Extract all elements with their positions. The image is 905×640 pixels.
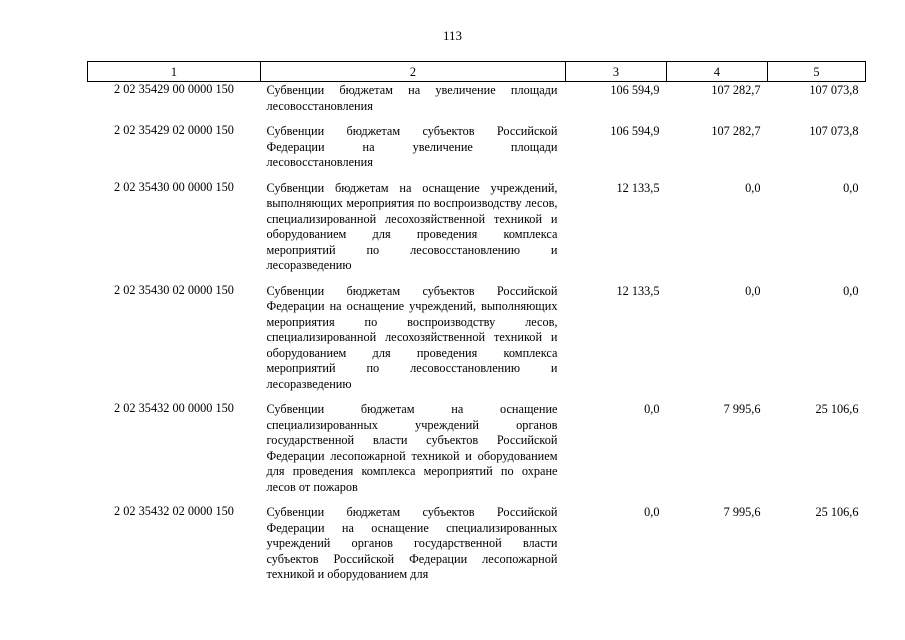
value-col-5: 107 073,8 xyxy=(809,124,859,138)
header-col-1: 1 xyxy=(88,62,261,82)
value-col-4: 7 995,6 xyxy=(723,505,761,519)
table-row xyxy=(88,401,866,504)
header-col-5: 5 xyxy=(768,62,866,82)
table-row xyxy=(88,123,866,180)
budget-code: 2 02 35430 02 0000 150 xyxy=(114,282,234,297)
header-col-3: 3 xyxy=(566,62,667,82)
value-col-3: 12 133,5 xyxy=(616,283,660,298)
value-col-3: 0,0 xyxy=(644,505,660,519)
value-col-5: 107 073,8 xyxy=(809,83,859,97)
budget-code: 2 02 35430 00 0000 150 xyxy=(114,179,234,194)
value-col-3: 106 594,9 xyxy=(610,124,660,138)
budget-item-name: Субвенции бюджетам на оснащение специализированных учреждений органов государственной власти субъектов Российской Федерации лесопожарной техникой и оборудованием для проведения комплекса мероприятий по охране лесов от пожаров xyxy=(266,402,558,494)
header-col-2: 2 xyxy=(261,62,566,82)
budget-item-name: Субвенции бюджетам субъектов Российской Федерации на оснащение учреждений, выполняющих мероприятия по воспроизводству лесов, специализированной лесохозяйственной техникой и оборудованием для проведения комплекса мероприятий по лесовосстановлению и лесоразведению xyxy=(266,283,558,391)
value-col-3: 0,0 xyxy=(644,402,660,416)
value-col-3: 12 133,5 xyxy=(616,180,660,195)
table-row xyxy=(88,180,866,283)
budget-code: 2 02 35429 02 0000 150 xyxy=(114,123,234,137)
value-col-4: 0,0 xyxy=(745,283,761,298)
table-header-row xyxy=(88,62,866,82)
budget-code: 2 02 35432 00 0000 150 xyxy=(114,401,234,415)
page-number: 113 xyxy=(442,28,463,43)
header-col-4: 4 xyxy=(667,62,768,82)
value-col-4: 107 282,7 xyxy=(711,83,761,97)
value-col-5: 25 106,6 xyxy=(815,505,859,519)
budget-item-name: Субвенции бюджетам на оснащение учреждений, выполняющих мероприятия по воспроизводству лесов, специализированной лесохозяйственной техникой и оборудованием для проведения комплекса мероприятий по лесовосстановлению и лесоразведению xyxy=(266,180,558,272)
value-col-5: 0,0 xyxy=(843,180,859,195)
budget-item-name: Субвенции бюджетам субъектов Российской Федерации на оснащение специализированных учреждений органов государственной власти субъектов Российской Федерации лесопожарной техникой и оборудованием для xyxy=(266,505,558,581)
budget-item-name: Субвенции бюджетам субъектов Российской Федерации на увеличение площади лесовосстановления xyxy=(266,124,558,169)
budget-code: 2 02 35429 00 0000 150 xyxy=(114,82,234,96)
table-row xyxy=(88,504,866,592)
budget-item-name: Субвенции бюджетам на увеличение площади лесовосстановления xyxy=(266,83,558,113)
value-col-3: 106 594,9 xyxy=(610,83,660,97)
value-col-4: 0,0 xyxy=(745,180,761,195)
value-col-4: 7 995,6 xyxy=(723,402,761,416)
value-col-5: 25 106,6 xyxy=(815,402,859,416)
budget-table xyxy=(87,61,866,592)
value-col-5: 0,0 xyxy=(843,283,859,298)
value-col-4: 107 282,7 xyxy=(711,124,761,138)
table-row xyxy=(88,82,866,124)
budget-code: 2 02 35432 02 0000 150 xyxy=(114,504,234,518)
table-row xyxy=(88,283,866,402)
